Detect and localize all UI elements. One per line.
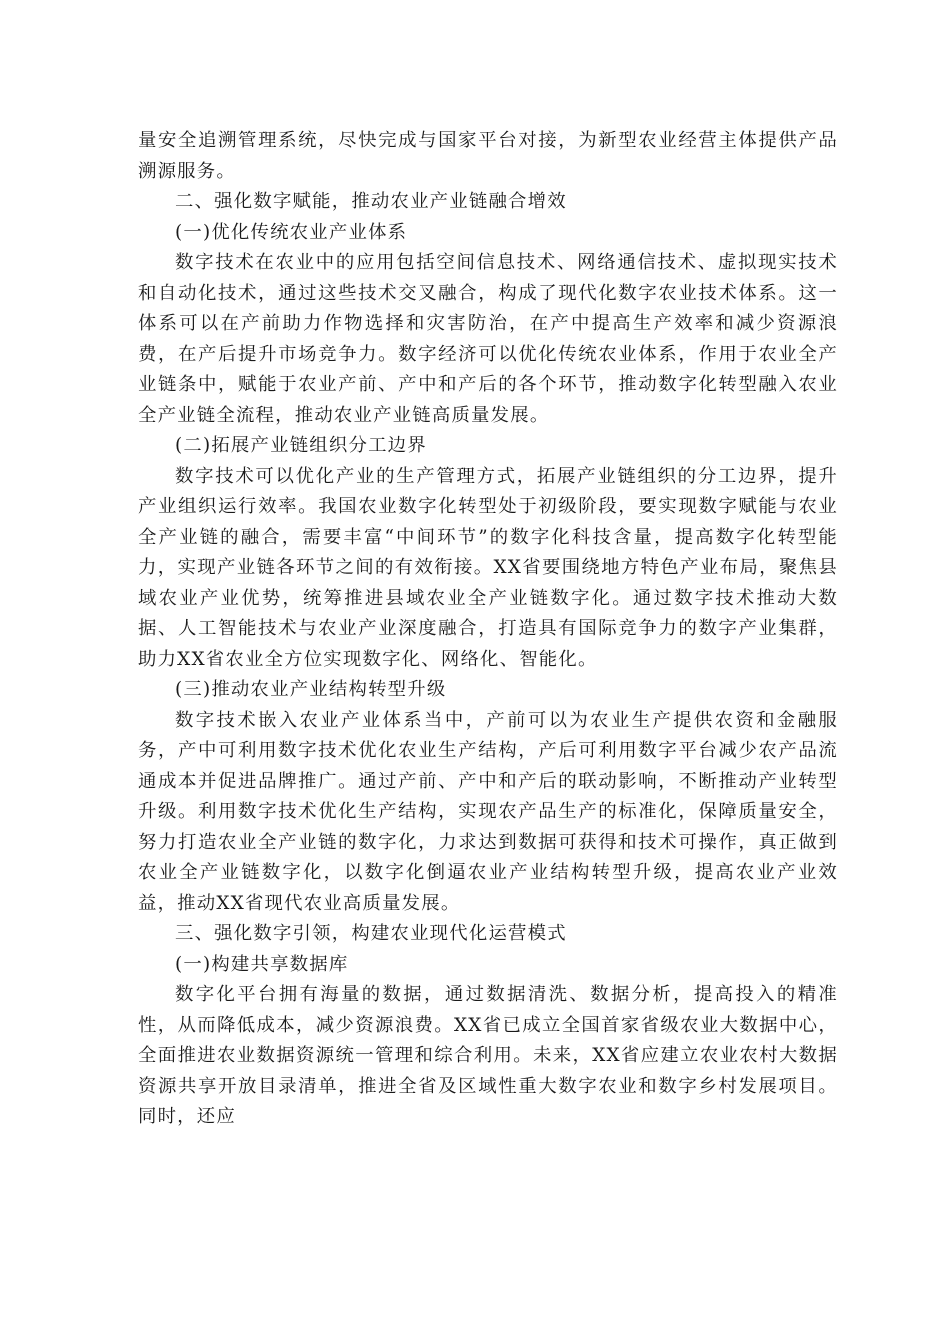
paragraph-2-1: 数字技术在农业中的应用包括空间信息技术、网络通信技术、虚拟现实技术和自动化技术，通过这些技术交叉融合，构成了现代化数字农业技术体系。这一体系可以在产前助力作物选择和灾害防治，在产中提高生产效率和减少资源浪费，在产后提升市场竞争力。数字经济可以优化传统农业体系，作用于农业全产业链条中，赋能于农业产前、产中和产后的各个环节，推动数字化转型融入农业全产业链全流程，推动农业产业链高质量发展。 [138, 252, 838, 426]
section-heading-3: 三、强化数字引领，构建农业现代化运营模式 [175, 923, 567, 944]
paragraph-2-3: 数字技术嵌入农业产业体系当中，产前可以为农业生产提供农资和金融服务，产中可利用数字技术优化农业生产结构，产后可利用数字平台减少农产品流通成本并促进品牌推广。通过产前、产中和产后的联动影响，不断推动产业转型升级。利用数字技术优化生产结构，实现农产品生产的标准化，保障质量安全，努力打造农业全产业链的数字化，力求达到数据可获得和技术可操作，真正做到农业全产业链数字化，以数字化倒逼农业产业结构转型升级，提高农业产业效益，推动XX省现代农业高质量发展。 [138, 709, 838, 914]
subsection-heading-2-3: (三)推动农业产业结构转型升级 [175, 679, 447, 700]
section-heading-2: 二、强化数字赋能，推动农业产业链融合增效 [175, 191, 567, 212]
paragraph-2-2: 数字技术可以优化产业的生产管理方式，拓展产业链组织的分工边界，提升产业组织运行效率。我国农业数字化转型处于初级阶段，要实现数字赋能与农业全产业链的融合，需要丰富“中间环节”的数字化科技含量，提高数字化转型能力，实现产业链各环节之间的有效衔接。XX省要围绕地方特色产业布局，聚焦县域农业产业优势，统筹推进县域农业全产业链数字化。通过数字技术推动大数据、人工智能技术与农业产业深度融合，打造具有国际竞争力的数字产业集群，助力XX省农业全方位实现数字化、网络化、智能化。 [138, 465, 838, 670]
subsection-heading-3-1: (一)构建共享数据库 [175, 953, 349, 975]
paragraph-continuation: 量安全追溯管理系统，尽快完成与国家平台对接，为新型农业经营主体提供产品溯源服务。 [138, 130, 838, 182]
subsection-heading-2-2: (二)拓展产业链组织分工边界 [175, 435, 427, 456]
document-body [138, 126, 838, 1133]
paragraph-3-1: 数字化平台拥有海量的数据，通过数据清洗、数据分析，提高投入的精准性，从而降低成本，减少资源浪费。XX省已成立全国首家省级农业大数据中心，全面推进农业数据资源统一管理和综合利用。未来，XX省应建立农业农村大数据资源共享开放目录清单，推进全省及区域性重大数字农业和数字乡村发展项目。同时，还应 [138, 984, 838, 1127]
subsection-heading-2-1: (一)优化传统农业产业体系 [175, 221, 408, 243]
